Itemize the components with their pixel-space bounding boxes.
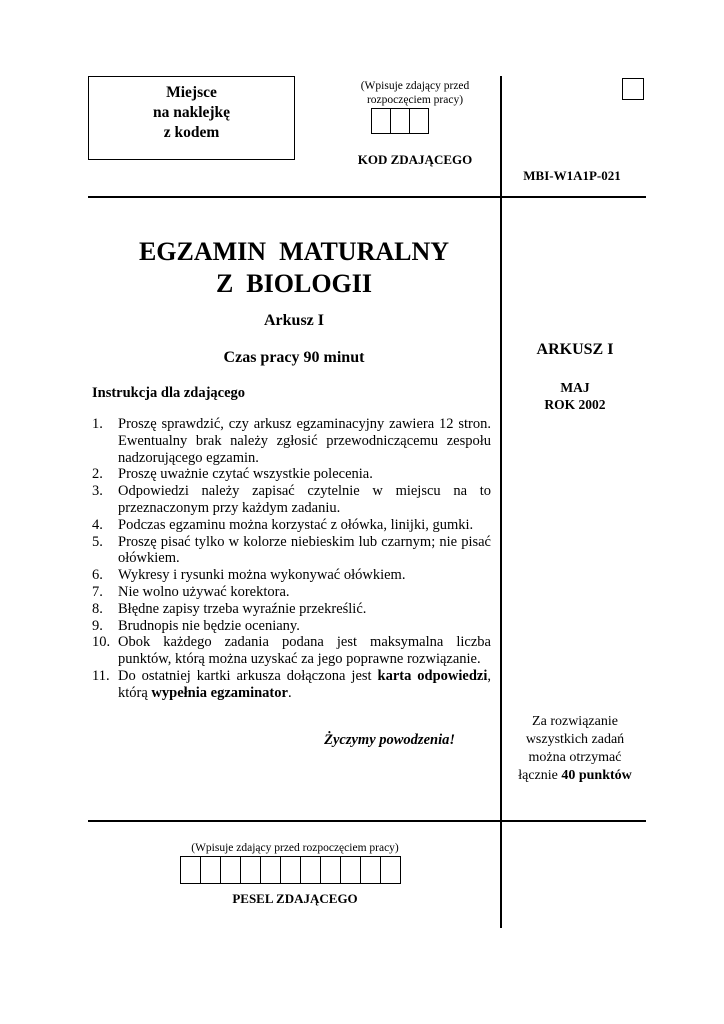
instruction-number: 10. [92, 634, 111, 651]
points-line-3: można otrzymać [528, 750, 622, 765]
pesel-digit-box[interactable] [180, 856, 201, 884]
code-note [330, 79, 500, 107]
points-line-1: Za rozwiązanie [532, 714, 618, 729]
exam-duration: Czas pracy 90 minut [223, 349, 365, 366]
sidebar-divider [500, 76, 502, 928]
instruction-text: Proszę uważnie czytać wszystkie polecenia. [118, 466, 373, 483]
instruction-item [92, 534, 491, 568]
instructions-list [92, 416, 491, 702]
instruction-number: 6. [92, 567, 103, 584]
instruction-item [92, 567, 491, 584]
code-label: KOD ZDAJĄCEGO [357, 152, 473, 167]
instruction-item [92, 618, 491, 635]
instruction-item [92, 668, 491, 702]
pesel-input[interactable] [181, 856, 401, 884]
exam-month: MAJ [560, 380, 590, 395]
title-line-1: EGZAMIN MATURALNY [138, 237, 450, 266]
instruction-number: 11. [92, 667, 110, 684]
instruction-item [92, 634, 491, 668]
instruction-item [92, 466, 491, 483]
points-prefix: łącznie [518, 768, 562, 783]
instruction-number: 7. [92, 583, 103, 600]
good-luck-message: Życzymy powodzenia! [324, 732, 455, 748]
corner-checkbox[interactable] [622, 78, 644, 100]
pesel-digit-box[interactable] [380, 856, 401, 884]
instructions-heading: Instrukcja dla zdającego [92, 385, 246, 401]
instruction-number: 8. [92, 600, 103, 617]
pesel-label: PESEL ZDAJĄCEGO [232, 891, 358, 906]
answer-card-emphasis: karta odpowiedzi [377, 667, 488, 684]
sheet-name: Arkusz I [263, 312, 324, 329]
points-total: 40 punktów [561, 768, 632, 783]
sticker-box [88, 76, 295, 160]
instruction-item [92, 584, 491, 601]
exam-code-input[interactable] [372, 108, 429, 134]
instruction-11-part-3: . [287, 684, 292, 701]
examiner-emphasis: wypełnia egzaminator [151, 684, 288, 701]
instruction-text: Obok każdego zadania podana jest maksymalna liczba punktów, którą można uzyskać za jego poprawne rozwiązanie. [118, 634, 491, 668]
exam-year: ROK 2002 [544, 397, 606, 412]
pesel-digit-box[interactable] [240, 856, 261, 884]
code-digit-box[interactable] [390, 108, 410, 134]
instruction-item [92, 601, 491, 618]
instruction-text: Proszę sprawdzić, czy arkusz egzaminacyjny zawiera 12 stron. Ewentualny brak należy zgłosić przewodniczącemu zespołu nadzorującego egzamin. [118, 416, 491, 466]
instruction-number: 5. [92, 533, 103, 550]
instruction-number: 4. [92, 516, 103, 533]
pesel-digit-box[interactable] [320, 856, 341, 884]
exam-title [88, 236, 500, 300]
code-digit-box[interactable] [371, 108, 391, 134]
pesel-digit-box[interactable] [280, 856, 301, 884]
sticker-text-line-1: Miejsce [166, 84, 217, 101]
footer-divider [88, 820, 646, 822]
instruction-text: Brudnopis nie będzie oceniany. [118, 617, 300, 634]
instruction-number: 1. [92, 416, 103, 432]
instruction-11-part-1: Do ostatniej kartki arkusza dołączona jest [118, 667, 378, 684]
sticker-text-line-2: na naklejkę [152, 104, 231, 121]
code-digit-box[interactable] [409, 108, 429, 134]
instruction-number: 9. [92, 617, 103, 634]
pesel-digit-box[interactable] [300, 856, 321, 884]
instruction-11-part-2: , którą [118, 667, 492, 701]
instruction-text: Podczas egzaminu można korzystać z ołówka, linijki, gumki. [118, 516, 474, 533]
instruction-text: Proszę pisać tylko w kolorze niebieskim lub czarnym; nie pisać ołówkiem. [118, 533, 491, 567]
instruction-number: 2. [92, 466, 103, 483]
header-divider [88, 196, 646, 198]
pesel-digit-box[interactable] [220, 856, 241, 884]
sticker-text-line-3: z kodem [163, 124, 220, 141]
instruction-text: Błędne zapisy trzeba wyraźnie przekreślić. [118, 600, 367, 617]
pesel-note: (Wpisuje zdający przed rozpoczęciem pracy) [191, 842, 399, 854]
points-info [505, 713, 645, 785]
points-line-4 [505, 767, 645, 785]
pesel-digit-box[interactable] [200, 856, 221, 884]
title-line-2: Z BIOLOGII [215, 269, 373, 298]
code-note-line-2: rozpoczęciem pracy) [366, 94, 464, 106]
exam-code: MBI-W1A1P-021 [523, 168, 621, 183]
pesel-digit-box[interactable] [360, 856, 381, 884]
instruction-text: Odpowiedzi należy zapisać czytelnie w miejscu na to przeznaczonym przy każdym zadaniu. [118, 483, 491, 516]
instruction-text: Nie wolno używać korektora. [118, 583, 290, 600]
instruction-item [92, 416, 491, 466]
instruction-text [118, 668, 491, 702]
instruction-number: 3. [92, 483, 103, 500]
pesel-digit-box[interactable] [340, 856, 361, 884]
points-line-2: wszystkich zadań [525, 732, 625, 747]
instruction-item [92, 483, 491, 517]
pesel-digit-box[interactable] [260, 856, 281, 884]
instruction-item [92, 517, 491, 534]
code-note-line-1: (Wpisuje zdający przed [360, 80, 470, 92]
sidebar-sheet: ARKUSZ I [536, 341, 614, 358]
instruction-text: Wykresy i rysunki można wykonywać ołówkiem. [118, 567, 406, 584]
